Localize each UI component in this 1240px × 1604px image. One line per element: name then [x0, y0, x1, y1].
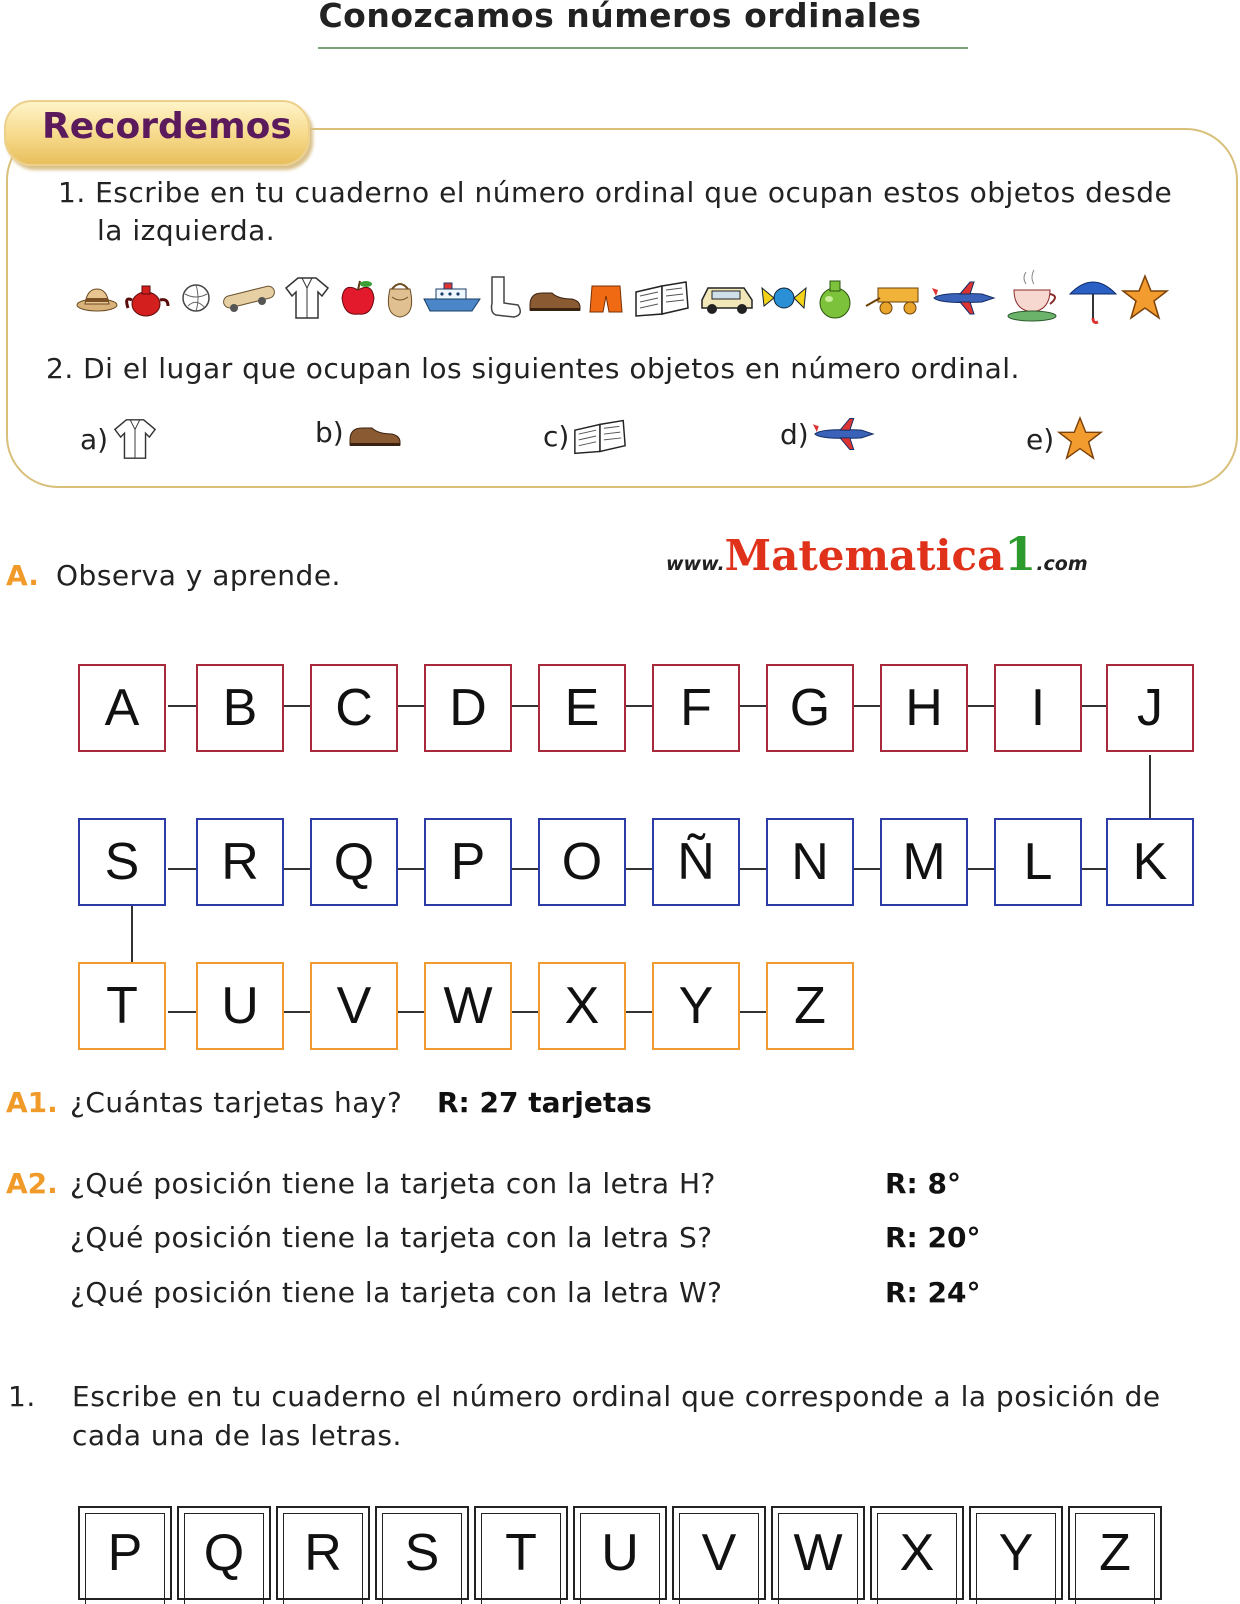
connector: [854, 868, 880, 870]
section-a-text: Observa y aprende.: [56, 559, 341, 592]
letter-card: T: [78, 962, 166, 1050]
connector: [854, 705, 880, 707]
book-icon: [571, 416, 629, 456]
letter-card: L: [994, 818, 1082, 906]
letter-card: Z: [766, 962, 854, 1050]
umbrella-icon: [1068, 268, 1118, 328]
option-a-label: a): [80, 422, 109, 456]
connector: [740, 705, 766, 707]
exercise-letter-card: Y: [969, 1506, 1063, 1600]
exercise-letter-card: X: [870, 1506, 964, 1600]
connector: [398, 868, 424, 870]
exercise-letter-card: T: [474, 1506, 568, 1600]
hat-icon: [76, 268, 118, 328]
connector: [1082, 868, 1106, 870]
connector: [168, 705, 196, 707]
connector: [626, 868, 652, 870]
exercise-line-2: cada una de las letras.: [72, 1419, 402, 1452]
plane-icon: [811, 416, 877, 452]
skateboard-icon: [220, 268, 278, 328]
exercise-letter-card: Z: [1068, 1506, 1162, 1600]
connector: [1082, 705, 1106, 707]
connector: [284, 1011, 310, 1013]
a2-question: ¿Qué posición tiene la tarjeta con la letra W?: [70, 1276, 723, 1309]
connector: [168, 1011, 196, 1013]
letter-card: P: [424, 818, 512, 906]
star-icon: [1056, 416, 1104, 462]
question-2: 2. Di el lugar que ocupan los siguientes objetos en número ordinal.: [46, 352, 1020, 385]
letter-card: X: [538, 962, 626, 1050]
connector: [398, 705, 424, 707]
shorts-icon: [586, 268, 626, 328]
website-one: 1: [1004, 527, 1037, 581]
option-c: [543, 416, 629, 456]
exercise-letter-card: P: [78, 1506, 172, 1600]
shoe-icon: [346, 418, 402, 448]
letter-card: F: [652, 664, 740, 752]
website-name: Matematica: [724, 531, 1005, 580]
a1-question: ¿Cuántas tarjetas hay?: [70, 1086, 403, 1119]
letter-card: B: [196, 664, 284, 752]
shirt-icon: [110, 416, 160, 462]
connector: [1149, 755, 1151, 820]
recordemos-label: Recordemos: [42, 106, 292, 147]
option-e-label: e): [1026, 422, 1055, 456]
option-d: [780, 416, 877, 452]
exercise-letter-card: V: [672, 1506, 766, 1600]
a2-question: ¿Qué posición tiene la tarjeta con la letra S?: [70, 1221, 713, 1254]
option-a: [80, 416, 160, 462]
question-1-line-2: la izquierda.: [97, 214, 276, 247]
connector: [131, 906, 133, 962]
connector: [512, 1011, 538, 1013]
connector: [284, 868, 310, 870]
letter-card: Ñ: [652, 818, 740, 906]
a2-answer: R: 8°: [885, 1167, 961, 1200]
website-www: www.: [666, 553, 725, 575]
letter-card: N: [766, 818, 854, 906]
connector: [284, 705, 310, 707]
a2-label: A2.: [6, 1167, 58, 1200]
teacup-icon: [1004, 268, 1064, 328]
letter-card: Q: [310, 818, 398, 906]
car-icon: [698, 268, 756, 328]
exercise-letter-card: R: [276, 1506, 370, 1600]
teapot-icon: [124, 268, 170, 328]
apple-icon: [338, 268, 378, 328]
exercise-letter-card: Q: [177, 1506, 271, 1600]
connector: [512, 868, 538, 870]
letter-card: A: [78, 664, 166, 752]
star-icon: [1120, 268, 1170, 328]
connector: [968, 868, 994, 870]
option-b-label: b): [315, 416, 344, 449]
letter-card: V: [310, 962, 398, 1050]
letter-card: I: [994, 664, 1082, 752]
connector: [398, 1011, 424, 1013]
a2-answer: R: 24°: [885, 1276, 981, 1309]
option-c-label: c): [543, 419, 570, 453]
letter-card: O: [538, 818, 626, 906]
connector: [740, 868, 766, 870]
sock-icon: [484, 268, 524, 328]
letter-card: R: [196, 818, 284, 906]
connector: [626, 705, 652, 707]
letter-card: Y: [652, 962, 740, 1050]
ball-icon: [180, 268, 212, 328]
letter-card: U: [196, 962, 284, 1050]
shoe-icon: [526, 268, 582, 328]
bag-icon: [380, 268, 420, 328]
letter-card: M: [880, 818, 968, 906]
connector: [168, 868, 196, 870]
letter-card: G: [766, 664, 854, 752]
letter-card: K: [1106, 818, 1194, 906]
shirt-icon: [282, 268, 332, 328]
website-logo: [666, 527, 1088, 581]
connector: [740, 1011, 766, 1013]
letter-card: E: [538, 664, 626, 752]
letter-card: W: [424, 962, 512, 1050]
a1-label: A1.: [6, 1086, 58, 1119]
letter-card: C: [310, 664, 398, 752]
exercise-number: 1.: [8, 1380, 36, 1413]
exercise-line-1: Escribe en tu cuaderno el número ordinal que corresponde a la posición de: [72, 1380, 1161, 1413]
letter-card: S: [78, 818, 166, 906]
jar-icon: [812, 268, 858, 328]
a1-answer: R: 27 tarjetas: [437, 1086, 652, 1119]
question-1-line-1: 1. Escribe en tu cuaderno el número ordinal que ocupan estos objetos desde: [58, 176, 1173, 209]
option-d-label: d): [780, 417, 809, 451]
boat-icon: [422, 268, 482, 328]
wagon-icon: [864, 268, 924, 328]
letter-card: D: [424, 664, 512, 752]
option-b: [315, 416, 402, 449]
a2-answer: R: 20°: [885, 1221, 981, 1254]
exercise-letter-card: W: [771, 1506, 865, 1600]
candy-icon: [760, 268, 808, 328]
connector: [626, 1011, 652, 1013]
connector: [512, 705, 538, 707]
plane-icon: [930, 268, 998, 328]
letter-card: H: [880, 664, 968, 752]
exercise-letter-card: S: [375, 1506, 469, 1600]
website-com: .com: [1036, 553, 1088, 575]
page-title: Conozcamos números ordinales: [318, 0, 922, 35]
connector: [968, 705, 994, 707]
exercise-letter-card: U: [573, 1506, 667, 1600]
a2-question: ¿Qué posición tiene la tarjeta con la letra H?: [70, 1167, 716, 1200]
book-icon: [632, 268, 692, 328]
section-a-label: A.: [6, 559, 39, 592]
letter-card: J: [1106, 664, 1194, 752]
option-e: [1026, 416, 1104, 462]
title-underline: [318, 47, 968, 49]
